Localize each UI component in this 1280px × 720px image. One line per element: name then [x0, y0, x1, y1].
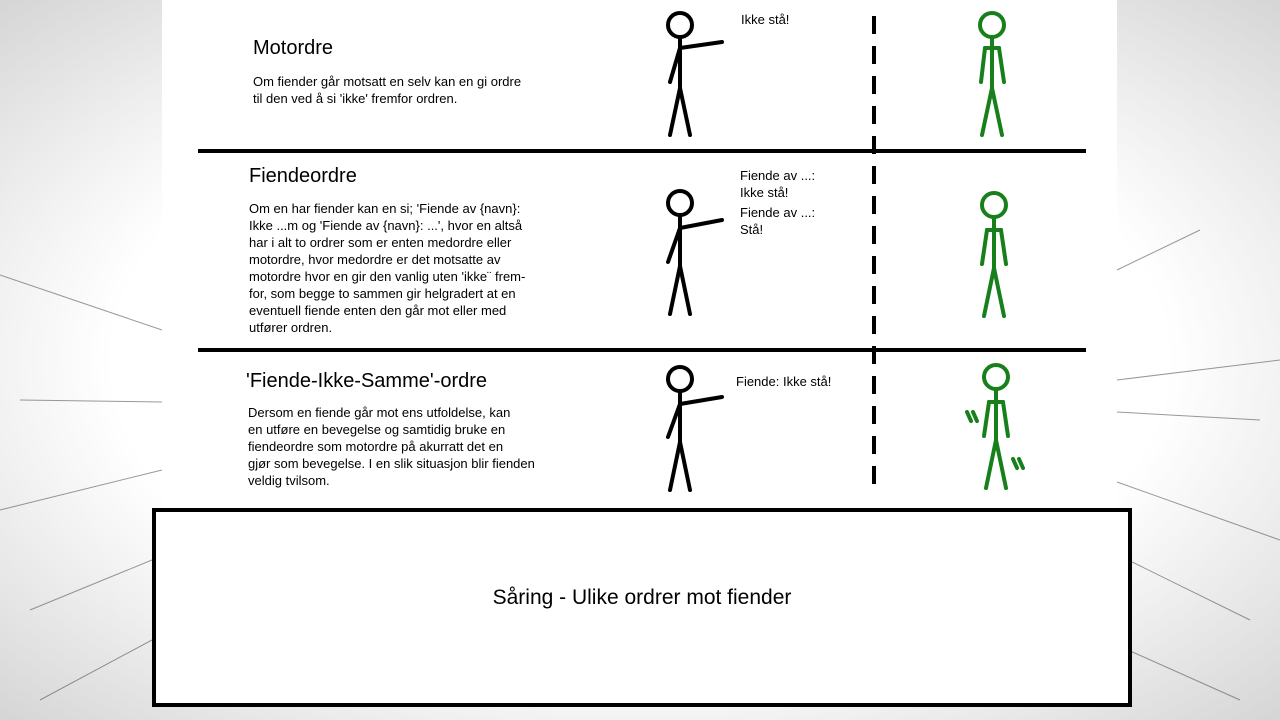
- section-title-motordre: Motordre: [253, 37, 334, 59]
- speech-bubble-fiende-ikke-sta-short: Fiende: Ikke stå!: [736, 374, 832, 389]
- caption-title: Såring - Ulike ordrer mot fiender: [492, 586, 792, 609]
- section-body-motordre: Om fiender går motsatt en selv kan en gi ordre til den ved å si 'ikke' fremfor ordren.: [253, 74, 522, 106]
- speech-bubble-fiende-ikke-sta: Fiende av ...: Ikke stå!: [740, 168, 816, 200]
- section-body-fiendeordre: Om en har fiender kan en si; 'Fiende av {navn}: Ikke ...m og 'Fiende av {navn}: ...', hvor en altså har i alt to ordrer som er enten medordre eller motordre, hvor medordre er det motsatte av motordre hvor en gir den vanlig uten 'ikke¨ frem- for, som begge to sammen gir helgradert at en eventuell fiende enten den går mot eller med utfører ordren.: [249, 201, 526, 335]
- section-title-fiende-ikke-samme: 'Fiende-Ikke-Samme'-ordre: [246, 370, 488, 392]
- section-divider: [198, 149, 1086, 153]
- speech-bubble-fiende-sta: Fiende av ...: Stå!: [740, 205, 816, 237]
- section-divider: [198, 348, 1086, 352]
- caption-box: [152, 508, 1132, 707]
- section-title-fiendeordre: Fiendeordre: [249, 165, 357, 187]
- speech-bubble-ikke-sta: Ikke stå!: [741, 12, 790, 27]
- section-body-fiende-ikke-samme: Dersom en fiende går mot ens utfoldelse, kan en utføre en bevegelse og samtidig bruke en fiendeordre som motordre på akurratt det en gjør som bevegelse. I en slik situasjon blir fienden veldig tvilsom.: [248, 405, 535, 488]
